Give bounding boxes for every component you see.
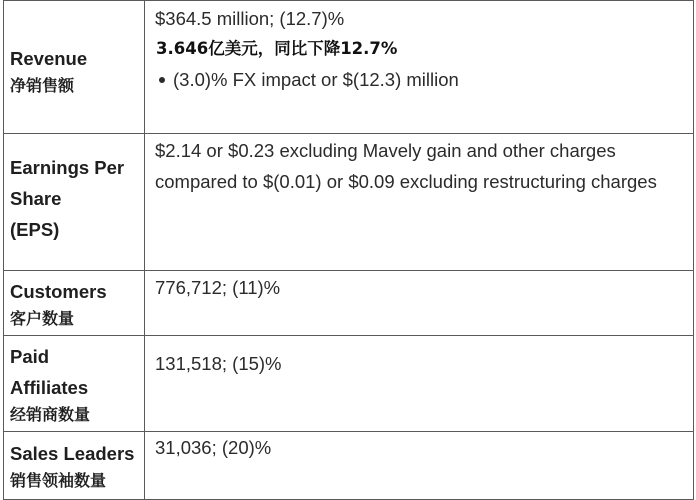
row-label-en-line: Paid (10, 345, 50, 367)
table-row-paid-affiliates (4, 336, 694, 432)
row-label-en-line: Affiliates (10, 376, 89, 398)
metrics-table (3, 0, 694, 500)
row-label-en: Revenue (10, 47, 88, 69)
table-row-customers (4, 271, 694, 336)
row-value-cell (145, 1, 694, 134)
table-row-eps (4, 134, 694, 271)
row-label-cell (4, 134, 145, 271)
row-label-en: Customers (10, 280, 107, 302)
row-label-en: Sales Leaders (10, 443, 135, 464)
table-row-sales-leaders (4, 432, 694, 500)
row-label-cell (4, 432, 145, 500)
bullet-list (155, 64, 685, 95)
row-label-en-line: (EPS) (10, 218, 60, 240)
row-value: 131,518; (15)% (155, 352, 282, 374)
row-value: $2.14 or $0.23 excluding Mavely gain and other charges compared to $(0.01) or $0.09 excluding restructuring charges (155, 140, 657, 192)
row-label-en-line: Share (10, 187, 62, 209)
bullet-item (173, 64, 685, 95)
row-label-cn: 经销商数量 (10, 404, 91, 424)
row-value-cell (145, 336, 694, 432)
row-value: $364.5 million; (12.7)% (155, 8, 345, 29)
table-row-revenue (4, 1, 694, 134)
row-value-cell (145, 271, 694, 336)
bullet-dot-icon (159, 77, 165, 83)
row-label-cn: 净销售额 (10, 75, 75, 95)
row-label-cn: 客户数量 (10, 308, 75, 328)
row-label-en-line: Earnings Per (10, 156, 125, 178)
bullet-text: (3.0)% FX impact or $(12.3) million (173, 69, 459, 90)
row-value: 31,036; (20)% (155, 437, 272, 458)
row-label-cell (4, 271, 145, 336)
row-label-cell (4, 336, 145, 432)
row-label-cell (4, 1, 145, 134)
row-label-cn: 销售领袖数量 (10, 471, 107, 490)
row-value-cell (145, 432, 694, 500)
row-value: 776,712; (11)% (155, 277, 281, 298)
row-value-cell (145, 134, 694, 271)
row-value-cn: 3.646亿美元，同比下降12.7% (156, 39, 398, 58)
